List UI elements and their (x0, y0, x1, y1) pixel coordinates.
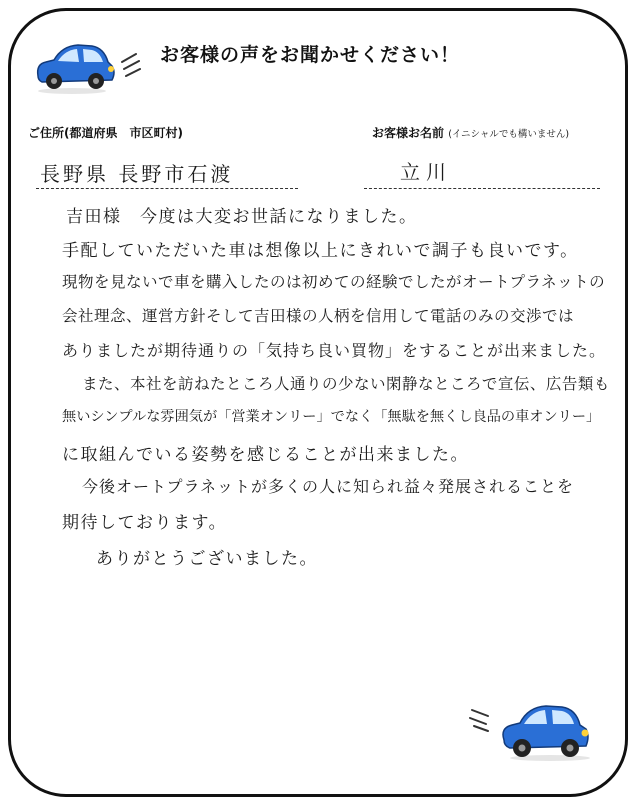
car-icon (468, 696, 598, 762)
name-label-text: お客様お名前 (372, 126, 445, 140)
name-label (372, 124, 569, 141)
message-line: 吉田様 今度は大変お世話になりました。 (66, 207, 418, 227)
name-underline (364, 188, 600, 189)
message-line: 手配していただいた車は想像以上にきれいで調子も良いです。 (62, 241, 579, 261)
message-line: ありがとうございました。 (96, 549, 318, 569)
address-label: ご住所(都道府県 市区町村) (28, 126, 183, 140)
message-line: 無いシンプルな雰囲気が「営業オンリー」でなく「無駄を無くし良品の車オンリー」 (62, 409, 601, 425)
message-line: 期待しております。 (62, 513, 228, 533)
message-line: また、本社を訪ねたところ人通りの少ない閑静なところで宣伝、広告類も (82, 375, 610, 393)
message-line: 今後オートプラネットが多くの人に知られ益々発展されることを (82, 477, 575, 496)
message-line: 会社理念、運営方針そして吉田様の人柄を信用して電話のみの交渉では (62, 307, 575, 325)
name-value: 立川 (400, 160, 452, 184)
address-value: 長野県 長野市石渡 (40, 162, 234, 186)
name-label-note: (イニシャルでも構いません) (448, 129, 570, 140)
address-underline (36, 188, 298, 189)
message-line: に取組んでいる姿勢を感じることが出来ました。 (62, 445, 469, 465)
message-line: ありましたが期待通りの「気持ち良い買物」をすることが出来ました。 (62, 341, 607, 360)
message-line: 現物を見ないで車を購入したのは初めての経験でしたがオートプラネットの (62, 273, 606, 291)
car-icon (32, 38, 142, 94)
page-title: お客様の声をお聞かせください！ (160, 44, 461, 66)
